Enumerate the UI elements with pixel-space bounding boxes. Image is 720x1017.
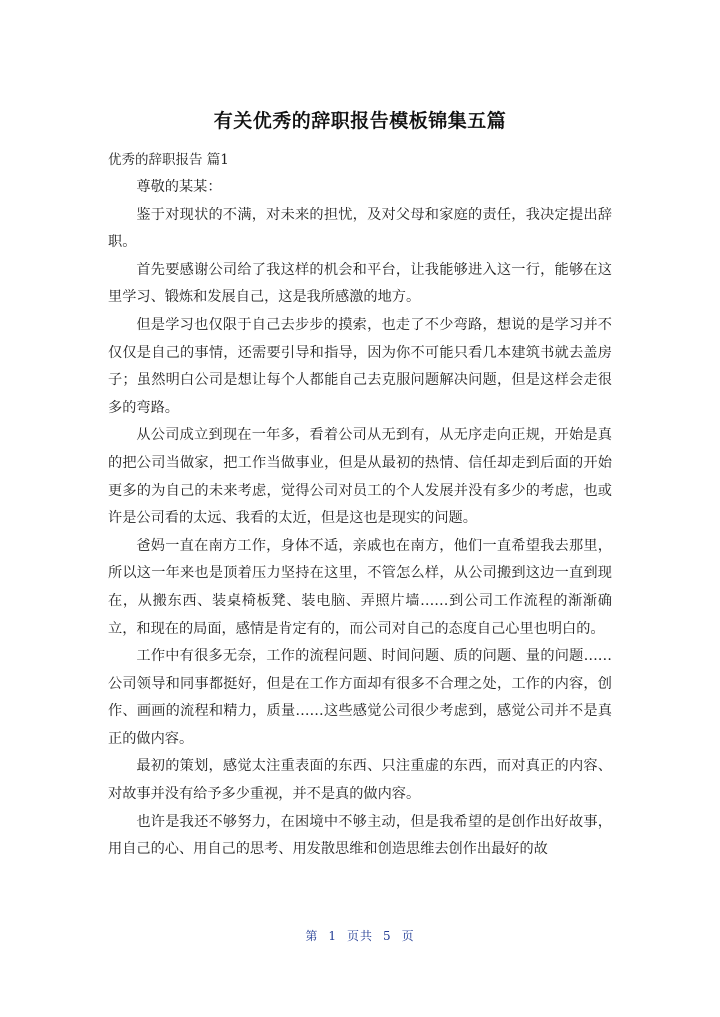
paragraph: 爸妈一直在南方工作，身体不适，亲戚也在南方，他们一直希望我去那里，所以这一年来也是顶着压力坚持在这里，不管怎么样，从公司搬到这边一直到现在，从搬东西、装桌椅板凳、装电脑、弄照片墙……到公司工作流程的渐渐确立，和现在的局面，感情是肯定有的，而公司对自己的态度自己心里也明白的。 — [108, 537, 612, 637]
paragraph: 但是学习也仅限于自己去步步的摸索，也走了不少弯路，想说的是学习并不仅仅是自己的事情，还需要引导和指导，因为你不可能只看几本建筑书就去盖房子；虽然明白公司是想让每个人都能自己去克服问题解决问题，但是这样会走很多的弯路。 — [108, 316, 612, 416]
paragraph: 也许是我还不够努力，在困境中不够主动，但是我希望的是创作出好故事，用自己的心、用自己的思考、用发散思维和创造思维去创作出最好的故 — [108, 813, 612, 858]
footer-middle: 页共 — [346, 929, 373, 943]
section-heading: 优秀的辞职报告 篇1 — [108, 152, 229, 168]
paragraph: 工作中有很多无奈，工作的流程问题、时间问题、质的问题、量的问题……公司领导和同事都挺好，但是在工作方面却有很多不合理之处，工作的内容，创作、画画的流程和精力，质量……这些感觉公司很少考虑到，感觉公司并不是真正的做内容。 — [108, 648, 612, 747]
document-title: 有关优秀的辞职报告模板锦集五篇 — [213, 110, 507, 132]
paragraph: 最初的策划，感觉太注重表面的东西、只注重虚的东西，而对真正的内容、对故事并没有给予多少重视，并不是真的做内容。 — [108, 758, 612, 803]
paragraph: 从公司成立到现在一年多，看着公司从无到有，从无序走向正规，开始是真的把公司当做家，把工作当做事业，但是从最初的热情、信任却走到后面的开始更多的为自己的未来考虑，觉得公司对员工的个人发展并没有多少的考虑，也或许是公司看的太远、我看的太近，但是这也是现实的问题。 — [108, 427, 612, 527]
paragraph: 首先要感谢公司给了我这样的机会和平台，让我能够进入这一行，能够在这里学习、锻炼和发展自己，这是我所感激的地方。 — [108, 261, 612, 306]
footer-suffix: 页 — [401, 929, 415, 943]
footer-page-number: 1 — [328, 929, 337, 943]
paragraph-salutation: 尊敬的某某： — [136, 179, 222, 195]
paragraph: 鉴于对现状的不满，对未来的担忧，及对父母和家庭的责任，我决定提出辞职。 — [108, 206, 612, 251]
footer-prefix: 第 — [305, 929, 319, 943]
page-footer — [0, 927, 720, 944]
document-body — [108, 174, 612, 864]
footer-total-pages: 5 — [383, 929, 392, 943]
